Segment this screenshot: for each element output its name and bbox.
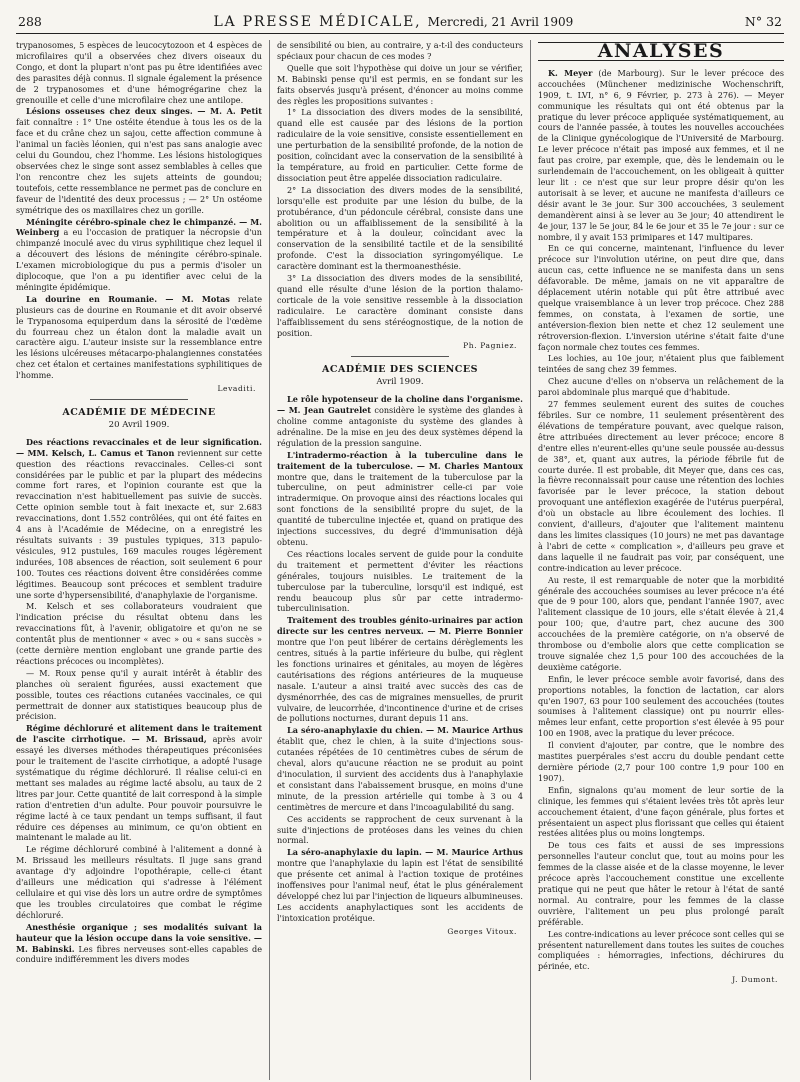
paragraph-body: montre que l'anaphylaxie du lapin est l'état de sensibilité que présente cet animal à l'action toxique de protéines inoffensives pour l'animal neuf, état le plus généralement développé chez lui par l'injection de liqueurs albumineuses. Les accidents anaphylactiques sont les accidents de l'intoxication protéique. [277, 858, 523, 923]
paragraph-lead: Des réactions revaccinales et de leur signification. — MM. Kelsch, L. Camus et Tanon [16, 436, 262, 458]
paragraph-lead: Anesthésie organique ; ses modalités suivant la hauteur que la lésion occupe dans la voie sensitive. — M. Babinski. [16, 921, 262, 954]
signature: J. Dumont. [732, 975, 778, 985]
paragraph: — M. Roux pense qu'il y aurait intérêt à établir des planches où seraient figurées, aussi exactement que possible, toutes ces réactions cutanées vaccinales, ce qui permettrait de donner aux statistiques beaucoup plus de précision. [16, 667, 262, 722]
divider [351, 356, 449, 357]
paragraph: Les lochies, au 10e jour, n'étaient plus que faiblement teintées de sang chez 39 femmes. [538, 353, 784, 375]
paragraph: Le régime déchloruré combiné à l'alitement a donné à M. Brissaud les meilleurs résultats. Il juge sans grand avantage d'y adjoindre l'opothérapie, celle-ci étant d'ailleurs une médication qui s'adresse à l'élément cellulaire et qui vise dès lors un autre ordre de symptômes que les troubles circulatoires que combat le régime déchloruré. [16, 844, 262, 920]
column-3 [530, 40, 784, 1080]
paragraph [277, 847, 523, 923]
paragraph: trypanosomes, 5 espèces de leucocytozoon et 4 espèces de microfilaires qu'il a observées chez divers oiseaux du Congo, et dont la plupart n'ont pas pu être identifiées avec des parasites déjà connus. Il signale également la présence de 2 trypanosomes et d'une hémogrégarine chez la grenouille et celle d'une microfilaire chez une antilope. [16, 40, 262, 105]
column-2 [269, 40, 523, 1080]
analyses-heading: ANALYSES [538, 42, 784, 61]
paragraph: De tous ces faits et aussi de ses impressions personnelles l'auteur conclut que, tout au moins pour les femmes de la classe aisée et de la classe moyenne, le lever précoce après l'accouchement constitue une excellente pratique qui ne peut que hâter le retour à l'état de santé normal. Au contraire, pour les femmes de la classe ouvrière, l'alitement un peu plus prolongé paraît préférable. [538, 840, 784, 927]
paragraph [16, 922, 262, 966]
paragraph-body: reviennent sur cette question des réactions revaccinales. Celles-ci sont considérées par le public et par la plupart des médecins comme fort rares, et l'opinion courante est que la revaccination n'est habituellement pas suivie de succès. Cette opinion semble tout à fait inexacte et, sur 2.683 revaccinations, dont 1.552 contrôlées, qui ont été faites en 4 ans à l'Académie de Médecine, on a enregistré les résultats suivants : 39 pustules typiques, 313 papulo-vésicules, 912 pustules, 169 macules rouges légèrement indurées, 108 absences de réaction, soit seulement 6 pour 100. Toutes ces réactions doivent être considérées comme légitimes. Beaucoup sont précoces et semblent traduire une sorte d'hypersensibilité, d'anaphylaxie de l'organisme. [16, 447, 262, 600]
paragraph-body: établit que, chez le chien, à la suite d'injections sous-cutanées répétées de 10 centimètres cubes de sérum de cheval, alors qu'aucune réaction ne se produit au point d'inoculation, il survient des accidents dus à l'anaphylaxie et consistant dans l'abaissement brusque, en moins d'une minute, de la pression artérielle qui tombe à 3 ou 4 centimètres de mercure et dans l'incoagulabilité du sang. [277, 736, 523, 812]
paragraph: 2° La dissociation des divers modes de la sensibilité, lorsqu'elle est produite par une lésion du bulbe, de la protubérance, d'un pédoncule cérébral, consiste dans une abolition ou un affaiblissement de la sensibilité à la température et à la douleur, coïncidant avec la conservation de la sensibilité tactile et de la sensibilité profonde. C'est la dissociation syringomyélique. Le caractère dominant est la thermoanesthésie. [277, 184, 523, 272]
paragraph [16, 106, 262, 215]
reference: (de Marbourg). Sur le lever précoce des accouchées (Münchener medizinische Wochenschrift, 1909, t. LVI, n° 6, 9 Février, p. 273 à 276). [538, 67, 784, 100]
paragraph: Ces réactions locales servent de guide pour la conduite du traitement et permettent d'éviter les réactions générales, toujours nuisibles. Le traitement de la tuberculose par la tuberculine, lorsqu'il est indiqué, est rendu beaucoup plus sûr par cette intradermo-tuberculinisation. [277, 548, 523, 614]
section-title: ACADÉMIE DE MÉDECINE [62, 407, 216, 418]
paragraph: Ces accidents se rapprochent de ceux survenant à la suite d'injections de protéoses dans les veines du chien normal. [277, 813, 523, 846]
paragraph [538, 68, 784, 243]
paragraph [277, 450, 523, 548]
paragraph-body: relate plusieurs cas de dourine en Roumanie et dit avoir observé le Trypanosoma equiperdum dans la sérosité de l'œdème du fourreau chez un étalon dont la maladie avait un caractère aigu. L'auteur insiste sur la ressemblance entre les lésions ulcéreuses métacarpo-phalangiennes constatées chez cet étalon et certaines manifestations syphilitiques de l'homme. [16, 293, 262, 381]
paragraph: Quelle que soit l'hypothèse qui doive un jour se vérifier, M. Babinski pense qu'il est permis, en se fondant sur les faits observés jusqu'à présent, d'énoncer au moins comme des règles les propositions suivantes : [277, 62, 523, 106]
divider [90, 399, 188, 400]
paragraph [277, 725, 523, 812]
paragraph: Au reste, il est remarquable de noter que la morbidité générale des accouchées soumises au lever précoce n'a été que de 9 pour 100, alors que, pendant l'année 1907, avec l'alitement classique de 10 jours, elle s'était élevée à 21,4 pour 100; que, d'autre part, chez aucune des 300 accouchées de la première catégorie, on n'a observé de thrombose ou d'embolie alors que cette complication se trouve signalée chez 1,5 pour 100 des accouchées de la deuxième catégorie. [538, 574, 784, 672]
paragraph [277, 615, 523, 724]
columns [16, 40, 784, 1080]
paragraph: 1° La dissociation des divers modes de la sensibilité, quand elle est causée par des lésions de la portion radiculaire de la voie sensitive, consiste essentiellement en une perturbation de la sensibilité profonde, de la notion de position, coïncidant avec la conservation de la sensibilité à la température, au froid en particulier. Cette forme de dissociation peut être appelée dissociation radiculaire. [277, 107, 523, 183]
issue-number: N° 32 [744, 14, 782, 29]
paragraph-body: a eu l'occasion de pratiquer la nécropsie d'un chimpanzé inoculé avec du virus syphilitique chez lequel il a découvert des lésions de méningite cérébro-spinale. L'examen microbiologique du pus a permis d'isoler un diplocoque, que l'on a pu identifier avec celui de la méningite épidémique. [16, 227, 262, 292]
paragraph-body: fait connaître : 1° Une ostéite étendue à tous les os de la face et du crâne chez un sajou, cette affection commune à l'animal un faciès léonien, qui n'est pas sans analogie avec celui du Goundou, chez l'homme. Les lésions histologiques observées chez le singe sont assez semblables à celles que l'on rencontre chez les sujets atteints de goundou; toutefois, cette ressemblance ne permet pas de conclure en faveur de l'identité des deux processus ; — 2° Un ostéome symétrique des os maxillaires chez un gorille. [16, 117, 262, 215]
paragraph: 27 femmes seulement eurent des suites de couches fébriles. Sur ce nombre, 11 seulement présentèrent des élévations de température pouvant, avec quelque raison, être attribuées directement au lever précoce; encore 8 d'entre elles n'eurent-elles qu'une seule poussée au-dessus de 38°, et, quant aux autres, la période fébrile fut de courte durée. Il est probable, dit Meyer que, dans ces cas, la fièvre reconnaissait pour cause une rétention des lochies favorisée par le lever précoce, la station debout provoquant une antéflexion exagérée de l'utérus puerpéral, d'où un obstacle au libre écoulement des lochies. Il convient, d'ailleurs, d'ajouter que l'alitement maintenu dans les limites classiques (10 jours) ne met pas davantage à l'abri de cette « complication », d'ailleurs peu grave et dans laquelle il ne faudrait pas voir, par conséquent, une contre-indication au lever précoce. [538, 399, 784, 573]
paragraph-body: montre que, dans le traitement de la tuberculose par la tuberculine, on peut administrer celle-ci par voie intradermique. On provoque ainsi des réactions locales qui sont fonctions de la sensibilité propre du sujet, de la quantité de tuberculine injectée et, quand on pratique des injections successives, du degré d'immunisation déjà obtenu. [277, 471, 523, 547]
paragraph [16, 217, 262, 293]
section-date: 20 Avril 1909. [108, 419, 170, 430]
paragraph [16, 294, 262, 381]
paragraph-lead: L'intradermo-réaction à la tuberculine dans le traitement de la tuberculose. — M. Charles Mantoux [277, 449, 523, 471]
reference-author: K. Meyer [548, 67, 593, 78]
paragraph [277, 394, 523, 449]
paragraph-lead: La dourine en Roumanie. — M. Motas [26, 293, 230, 304]
issue-date: Mercredi, 21 Avril 1909 [427, 15, 574, 29]
paragraph: En ce qui concerne, maintenant, l'influence du lever précoce sur l'involution utérine, on peut dire que, dans aucun cas, cette influence ne se manifesta dans un sens défavorable. De même, jamais on ne vit apparaître de déplacement utérin notable qui pût être attribué avec quelque vraisemblance à un lever trop précoce. Chez 288 femmes, on constata, à l'examen de sortie, une antéversion-flexion bien nette et chez 12 seulement une rétroversion-flexion. L'inversion utérine s'était faite d'une façon normale chez toutes ces femmes. [538, 243, 784, 352]
paragraph: Les contre-indications au lever précoce sont celles qui se présentent naturellement dans toutes les suites de couches compliquées : hémorragies, infections, déchirures du périnée, etc. [538, 928, 784, 972]
paragraph [16, 723, 262, 843]
paragraph-body: considère le système des glandes à choline comme antagoniste du système des glandes à adrénaline. De la mise en jeu des deux systèmes dépend la régulation de la pression sanguine. [277, 405, 523, 448]
paragraph: M. Kelsch et ses collaborateurs voudraient que l'indication précise du résultat obtenu dans les revaccinations fût, à l'avenir, obligatoire et qu'on ne se contentât plus de mentionner « avec » ou « sans succès » (cette dernière mention englobant une grande partie des réactions précoces ou incomplètes). [16, 601, 262, 666]
journal-title [213, 14, 573, 30]
paragraph-lead: Lésions osseuses chez deux singes. — M. A. Petit [26, 106, 262, 117]
paragraph-body: Les fibres nerveuses sont-elles capables de conduire indifféremment les divers modes [16, 943, 262, 965]
paragraph: de sensibilité ou bien, au contraire, y a-t-il des conducteurs spéciaux pour chacun de ces modes ? [277, 40, 523, 61]
paragraph [16, 437, 262, 601]
paragraph-lead: Le rôle hypotenseur de la choline dans l'organisme. — M. Jean Gautrelet [277, 394, 523, 416]
paragraph-lead: La séro-anaphylaxie du lapin. — M. Maurice Arthus [287, 847, 523, 858]
paragraph: 3° La dissociation des divers modes de la sensibilité, quand elle résulte d'une lésion de la portion thalamo-corticale de la voie sensitive ressemble à la dissociation radiculaire. Le caractère dominant consiste dans l'affaiblissement du sens stéréognostique, de la notion de position. [277, 273, 523, 338]
column-1 [16, 40, 262, 1080]
section-date: Avril 1909. [376, 377, 424, 388]
signature: Georges Vitoux. [447, 926, 517, 936]
paragraph-lead: Méningite cérébro-spinale chez le chimpanzé. — M. Weinberg [16, 216, 262, 238]
paragraph-lead: Traitement des troubles génito-urinaires par action directe sur les centres nerveux. — M. Pierre Bonnier [277, 615, 523, 637]
paragraph-body: après avoir essayé les diverses méthodes thérapeutiques préconisées pour le traitement de l'ascite cirrhotique, a adopté l'usage systématique du régime déchloruré. Il réalise celui-ci en mettant ses malades au régime lacté absolu, au taux de 2 litres par jour. Cette quantité de lait correspond à la simple ration d'entretien d'un adulte. Pour pouvoir poursuivre le régime lacté à ce taux pendant un temps suffisant, il faut réduire ces dépenses au minimum, ce qu'on obtient en maintenant le malade au lit. [16, 734, 262, 843]
paragraph-lead: Régime déchloruré et alitement dans le traitement de l'ascite cirrhotique. — M. Brissaud, [16, 723, 262, 745]
paragraph-body: — Meyer communique les résultats qui ont été obtenus par la pratique du lever précoce appliquée systématiquement, au cours de l'année passée, à toutes les nouvelles accouchées de la Clinique gynécologique de l'Université de Marbourg. Le lever précoce n'était pas imposé aux femmes, et il ne faut pas croire, par exemple, que, dès le lendemain ou le surlendemain de l'accouchement, on les obligeait à quitter leur lit : ce n'est que sur leur propre désir qu'on les autorisait à se lever, et aucune ne manifesta d'ailleurs ce désir avant le 3e jour. Sur 300 accouchées, 3 seulement demandèrent ainsi à se lever au 3e jour; 40 attendirent le 4e jour, 137 le 5e jour, 84 le 6e jour et 35 le 7e jour : sur ce nombre, il y avait 153 primipares et 147 multipares. [538, 89, 784, 242]
paragraph-lead: La séro-anaphylaxie du chien. — M. Maurice Arthus [287, 725, 523, 736]
paragraph: Enfin, signalons qu'au moment de leur sortie de la clinique, les femmes qui s'étaient levées très tôt après leur accouchement étaient, d'une façon générale, plus fortes et présentaient un aspect plus florissant que celles qui étaient restées alitées plus ou moins longtemps. [538, 784, 784, 839]
signature: Levaditi. [217, 384, 256, 394]
paragraph: Chez aucune d'elles on n'observa un relâchement de la paroi abdominale plus marqué que d'habitude. [538, 376, 784, 398]
paragraph: Enfin, le lever précoce semble avoir favorisé, dans des proportions notables, la fonction de lactation, car alors qu'en 1907, 63 pour 100 seulement des accouchées (toutes soumises à l'alitement classique) ont pu nourrir elles-mêmes leur enfant, cette proportion s'est élevée à 95 pour 100 en 1908, avec la pratique du lever précoce. [538, 673, 784, 739]
section-title: ACADÉMIE DES SCIENCES [322, 364, 478, 376]
paragraph: Il convient d'ajouter, par contre, que le nombre des mastites puerpérales s'est accru du double pendant cette dernière période (2,7 pour 100 contre 1,9 pour 100 en 1907). [538, 740, 784, 783]
running-head [16, 14, 784, 34]
paragraph-body: montre que l'on peut libérer de certains dérèglements les centres, situés à la partie inférieure du bulbe, qui règlent les fonctions urinaires et génitales, au moyen de légères cautérisations des régions antérieures de la muqueuse nasale. L'auteur a ainsi traité avec succès des cas de dysménorrhée, des cas de migraines mensuelles, de prurit vulvaire, de leucorrhée, d'incontinence d'urine et de crises de pollutions nocturnes, durant depuis 11 ans. [277, 637, 523, 724]
journal-name: LA PRESSE MÉDICALE, [213, 14, 422, 30]
page-number: 288 [18, 14, 42, 29]
signature: Ph. Pagniez. [463, 341, 517, 351]
